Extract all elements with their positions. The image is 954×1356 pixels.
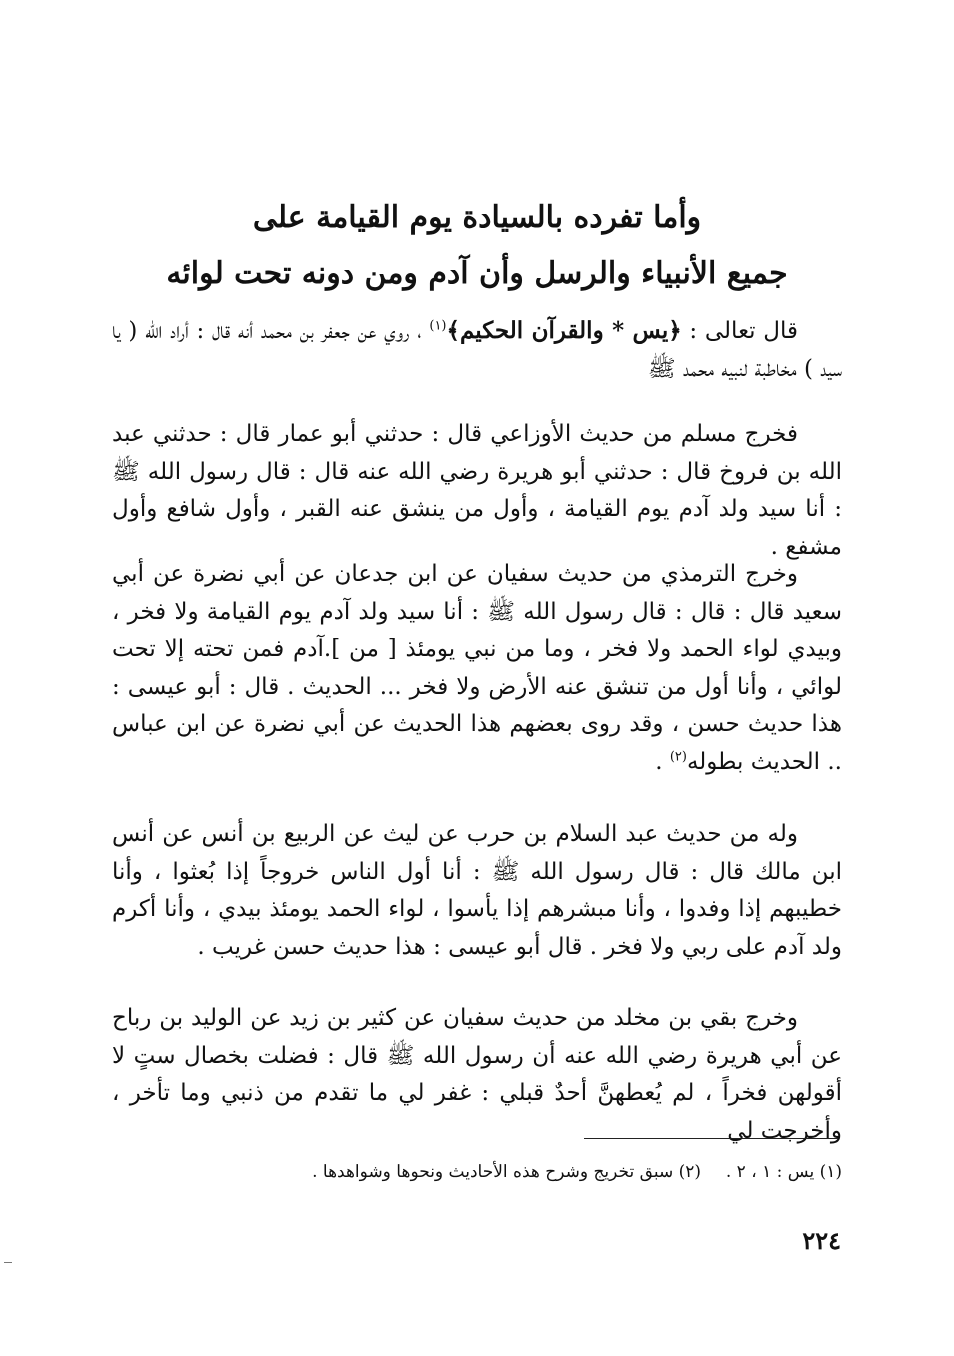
footnote-1: (١) يس : ١ ، ٢ .	[725, 1162, 842, 1182]
footnote-ref-1: (١)	[429, 318, 447, 334]
footnotes	[250, 1160, 842, 1184]
p1-intro: قال تعالى :	[681, 318, 798, 344]
paragraph-2: فخرج مسلم من حديث الأوزاعي قال : حدثني أبو عمار قال : حدثني عبد الله بن فروخ قال : حدثني أبو هريرة رضي الله عنه قال : قال رسول الله ﷺ : أنا سيد ولد آدم يوم القيامة ، وأول من ينشق عنه القبر ، وأول شافع وأول مشفع .	[112, 421, 842, 560]
paragraph-3	[112, 556, 842, 781]
paragraph-1	[112, 312, 842, 388]
scan-mark	[4, 1262, 12, 1263]
paragraph-4: وله من حديث عبد السلام بن حرب عن ليث عن الربيع بن أنس عن أنس ابن مالك قال : قال رسول الله ﷺ : أنا أول الناس خروجاً إذا بُعثوا ، وأنا خطيبهم إذا وفدوا ، وأنا مبشرهم إذا يأسوا ، لواء الحمد يومئذ بيدي ، وأنا أكرم ولد آدم على ربي ولا فخر . قال أبو عيسى : هذا حديث حسن غريب .	[112, 821, 842, 960]
heading-line-2: جميع الأنبياء والرسل وأن آدم ومن دونه تحت لوائه	[166, 256, 788, 291]
paragraph-5: وخرج بقي بن مخلد من حديث سفيان عن كثير بن زيد عن الوليد بن رباح عن أبي هريرة رضي الله عنه أن رسول الله ﷺ قال : فضلت بخصال ستٍ لا أقولهن فخراً ، لم يُعطهنَّ أحدٌ قبلي : غفر لي ما تقدم من ذنبي وما تأخر ، وأخرجت لي	[112, 1005, 842, 1144]
p3-end: .	[655, 748, 670, 775]
footnote-2: (٢) سبق تخريج وشرح هذه الأحاديث ونحوها وشواهدها .	[312, 1162, 702, 1182]
p1-text: ، روي عن جعفر بن محمد أنه قال : أراد الله ( يا سيد ) مخاطبة لنبيه محمد ﷺ	[112, 318, 842, 382]
quran-verse: ﴿يس * والقرآن الحكيم﴾	[446, 317, 682, 344]
page-number: ٢٢٤	[802, 1226, 841, 1255]
p3-text: وخرج الترمذي من حديث سفيان عن ابن جدعان عن أبي نضرة عن أبي سعيد قال : قال : قال رسول الله ﷺ : أنا سيد ولد آدم يوم القيامة ولا فخر ، وبيدي لواء الحمد ولا فخر ، وما من نبي يومئذ [ من ].آدم فمن تحته إلا تحت لوائي ، وأنا أول من تنشق عنه الأرض ولا فخر ... الحديث . قال : أبو عيسى : هذا حديث حسن ، وقد روى بعضهم هذا الحديث عن أبي نضرة عن ابن عباس .. الحديث بطوله	[112, 561, 842, 775]
footnote-separator	[584, 1138, 838, 1139]
heading-line-1: وأما تفرده بالسيادة يوم القيامة على	[252, 200, 702, 235]
footnote-ref-2: (٢)	[669, 748, 687, 764]
